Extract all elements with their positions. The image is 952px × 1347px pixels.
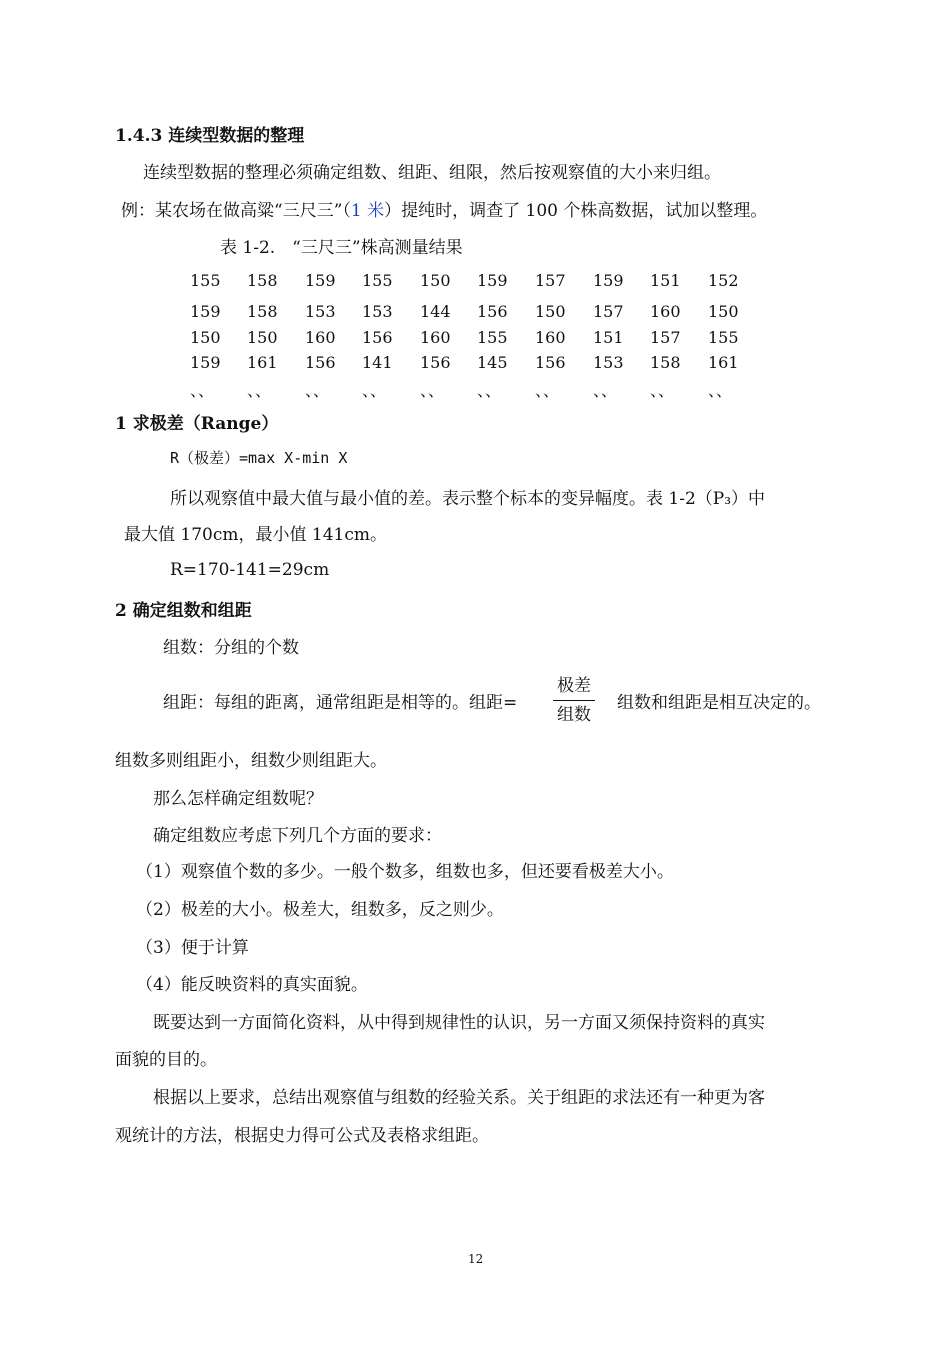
table-cell: 158 bbox=[247, 271, 278, 290]
group-consider: 确定组数应考虑下列几个方面的要求： bbox=[153, 826, 442, 846]
table-cell: 144 bbox=[420, 302, 451, 321]
list-item: （1）观察值个数的多少。一般个数多，组数也多，但还要看极差大小。 bbox=[136, 862, 674, 882]
table-cell: 159 bbox=[477, 271, 508, 290]
table-cell: 159 bbox=[190, 353, 221, 372]
page-number: 12 bbox=[468, 1252, 484, 1266]
group-question: 那么怎样确定组数呢？ bbox=[153, 789, 323, 809]
table-cell: 158 bbox=[247, 302, 278, 321]
table-cell: 152 bbox=[708, 271, 739, 290]
table-cell: 159 bbox=[190, 302, 221, 321]
table-cell: 161 bbox=[247, 353, 278, 372]
table-cell: 157 bbox=[650, 328, 681, 347]
list-item: （3）便于计算 bbox=[136, 938, 249, 958]
intro-text: 连续型数据的整理必须确定组数、组距、组限，然后按观察值的大小来归组。 bbox=[143, 163, 721, 183]
paragraph-2-line2: 观统计的方法，根据史力得可公式及表格求组距。 bbox=[115, 1126, 489, 1146]
table-cell: 160 bbox=[305, 328, 336, 347]
table-cell: 、、 bbox=[362, 381, 387, 400]
groups-heading: 2 确定组数和组距 bbox=[115, 601, 252, 621]
group-width-fraction bbox=[553, 674, 595, 727]
table-cell: 、、 bbox=[477, 381, 502, 400]
range-desc-line2: 最大值 170cm，最小值 141cm。 bbox=[124, 525, 387, 545]
table-cell: 151 bbox=[650, 271, 681, 290]
section-title: 1.4.3 连续型数据的整理 bbox=[115, 126, 305, 146]
table-cell: 157 bbox=[593, 302, 624, 321]
table-cell: 156 bbox=[477, 302, 508, 321]
table-cell: 、、 bbox=[305, 381, 330, 400]
table-cell: 150 bbox=[708, 302, 739, 321]
table-cell: 156 bbox=[362, 328, 393, 347]
range-heading: 1 求极差（Range） bbox=[115, 414, 279, 434]
table-cell: 、、 bbox=[708, 381, 733, 400]
table-cell: 155 bbox=[708, 328, 739, 347]
table-cell: 161 bbox=[708, 353, 739, 372]
fraction-bar bbox=[553, 700, 595, 701]
table-cell: 156 bbox=[535, 353, 566, 372]
example-after: ）提纯时，调查了 100 个株高数据，试加以整理。 bbox=[384, 201, 768, 221]
range-formula: R（极差）=max X-min X bbox=[170, 449, 348, 467]
table-cell: 159 bbox=[593, 271, 624, 290]
table-cell: 153 bbox=[593, 353, 624, 372]
table-cell: 、、 bbox=[190, 381, 215, 400]
table-cell: 155 bbox=[362, 271, 393, 290]
table-cell: 、、 bbox=[535, 381, 560, 400]
table-cell: 141 bbox=[362, 353, 393, 372]
table-cell: 157 bbox=[535, 271, 566, 290]
table-cell: 、、 bbox=[593, 381, 618, 400]
paragraph-1-line1: 既要达到一方面简化资料，从中得到规律性的认识，另一方面又须保持资料的真实 bbox=[153, 1013, 765, 1033]
range-calc: R=170-141=29cm bbox=[170, 560, 330, 580]
table-cell: 156 bbox=[420, 353, 451, 372]
range-desc-line1: 所以观察值中最大值与最小值的差。表示整个标本的变异幅度。表 1-2（P₃）中 bbox=[170, 489, 766, 509]
table-cell: 160 bbox=[420, 328, 451, 347]
table-cell: 、、 bbox=[420, 381, 445, 400]
list-item: （2）极差的大小。极差大，组数多，反之则少。 bbox=[136, 900, 504, 920]
example-before: 例：某农场在做高粱“三尺三”（ bbox=[121, 201, 351, 221]
paragraph-2-line1: 根据以上要求，总结出观察值与组数的经验关系。关于组距的求法还有一种更为客 bbox=[153, 1088, 765, 1108]
group-count-definition: 组数：分组的个数 bbox=[163, 638, 299, 658]
table-cell: 160 bbox=[650, 302, 681, 321]
table-cell: 160 bbox=[535, 328, 566, 347]
table-cell: 、、 bbox=[247, 381, 272, 400]
fraction-denominator: 组数 bbox=[557, 705, 591, 725]
table-cell: 155 bbox=[477, 328, 508, 347]
table-cell: 150 bbox=[247, 328, 278, 347]
table-cell: 153 bbox=[305, 302, 336, 321]
group-relation: 组数多则组距小，组数少则组距大。 bbox=[115, 751, 387, 771]
table-cell: 150 bbox=[190, 328, 221, 347]
paragraph-1-line2: 面貌的目的。 bbox=[115, 1050, 217, 1070]
list-item: （4）能反映资料的真实面貌。 bbox=[136, 975, 368, 995]
example-highlight: 1 米 bbox=[350, 201, 385, 221]
fraction-numerator: 极差 bbox=[557, 676, 591, 696]
table-cell: 151 bbox=[593, 328, 624, 347]
group-width-after: 组数和组距是相互决定的。 bbox=[617, 693, 821, 713]
table-cell: 150 bbox=[535, 302, 566, 321]
table-cell: 159 bbox=[305, 271, 336, 290]
table-cell: 158 bbox=[650, 353, 681, 372]
table-cell: 153 bbox=[362, 302, 393, 321]
example-text bbox=[121, 196, 767, 221]
group-width-definition: 组距：每组的距离，通常组距是相等的。组距= bbox=[163, 693, 518, 713]
table-caption: 表 1-2. “三尺三”株高测量结果 bbox=[220, 238, 463, 258]
table-cell: 156 bbox=[305, 353, 336, 372]
table-cell: 155 bbox=[190, 271, 221, 290]
table-cell: 150 bbox=[420, 271, 451, 290]
table-cell: 、、 bbox=[650, 381, 675, 400]
table-cell: 145 bbox=[477, 353, 508, 372]
